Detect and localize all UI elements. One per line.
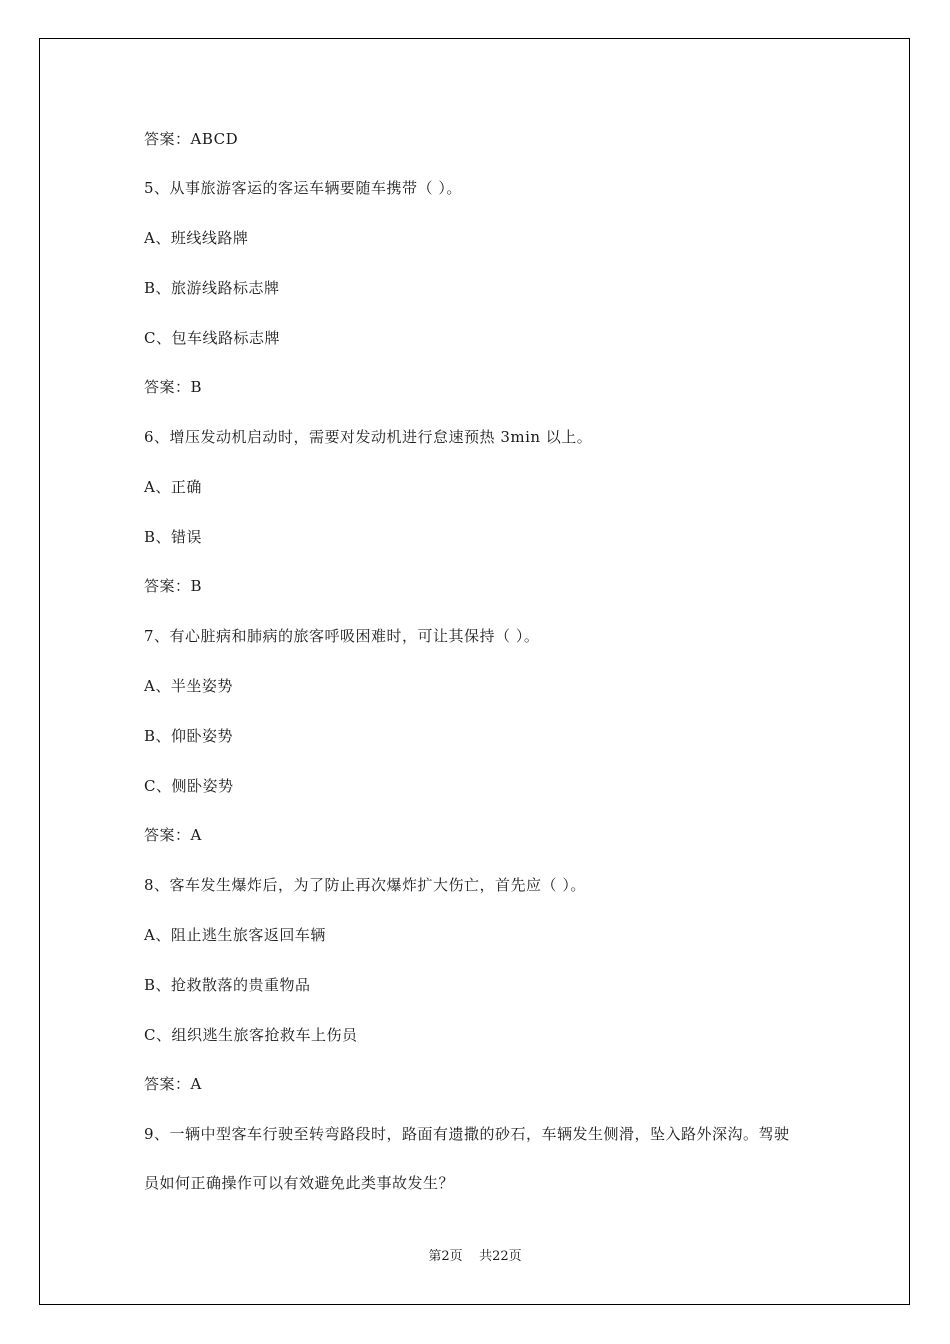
- option-7b: B、仰卧姿势: [144, 727, 234, 745]
- question-9-line-2: 员如何正确操作可以有效避免此类事故发生？: [144, 1174, 455, 1192]
- option-7c: C、侧卧姿势: [144, 777, 234, 795]
- option-6a: A、正确: [144, 478, 202, 496]
- question-5: 5、从事旅游客运的客运车辆要随车携带（ ）。: [144, 179, 462, 197]
- question-7: 7、有心脏病和肺病的旅客呼吸困难时，可让其保持（ ）。: [144, 627, 540, 645]
- answer-line-q8: 答案：A: [144, 1075, 202, 1093]
- question-9-line-1: 9、一辆中型客车行驶至转弯路段时，路面有遗撒的砂石，车辆发生侧滑，坠入路外深沟。驾驶: [144, 1125, 790, 1143]
- page-number-footer: 第2页 共22页: [428, 1249, 522, 1264]
- question-8: 8、客车发生爆炸后，为了防止再次爆炸扩大伤亡，首先应（ ）。: [144, 876, 586, 894]
- option-5c: C、包车线路标志牌: [144, 329, 280, 347]
- question-6: 6、增压发动机启动时，需要对发动机进行怠速预热 3min 以上。: [144, 428, 593, 446]
- option-8b: B、抢救散落的贵重物品: [144, 976, 311, 994]
- answer-line-q7: 答案：A: [144, 826, 202, 844]
- option-8a: A、阻止逃生旅客返回车辆: [144, 926, 326, 944]
- option-5b: B、旅游线路标志牌: [144, 279, 280, 297]
- answer-line-q5: 答案：B: [144, 378, 203, 396]
- option-5a: A、班线线路牌: [144, 229, 249, 247]
- answer-line-q6: 答案：B: [144, 577, 203, 595]
- answer-line-q4: 答案：ABCD: [144, 130, 239, 148]
- option-8c: C、组织逃生旅客抢救车上伤员: [144, 1026, 358, 1044]
- option-7a: A、半坐姿势: [144, 677, 233, 695]
- option-6b: B、错误: [144, 528, 203, 546]
